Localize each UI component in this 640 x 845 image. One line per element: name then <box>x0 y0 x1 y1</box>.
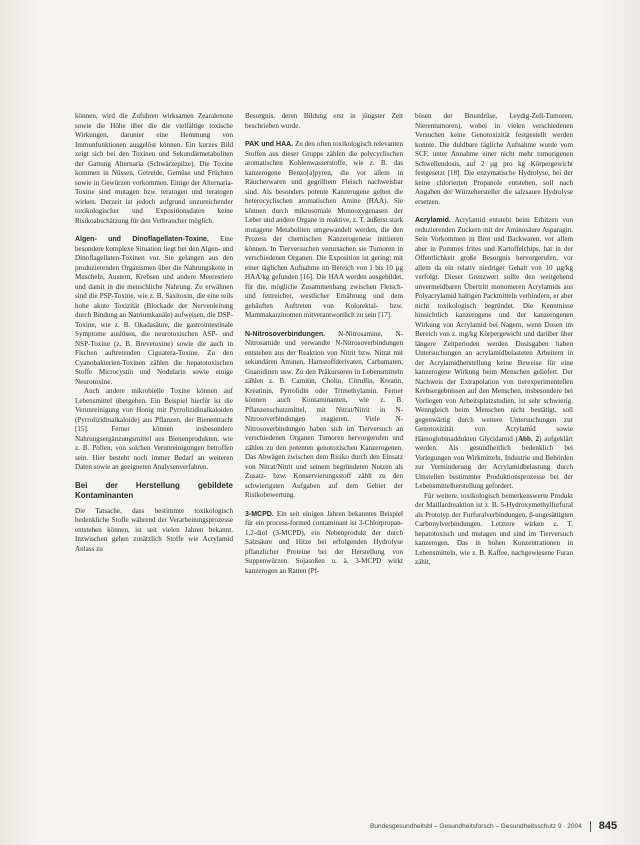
paragraph-text: Acrylamid entsteht beim Erhitzen von reduzierenden Zuckern mit der Aminosäure Asparagin. Sein Vorkommen in Brot und Backwaren, vor allem aber in Pommes frites und Kartoffelchips, hat in der Öffentlichkeit große Besorgnis hervorgerufen, vor allem da ein relativ niedriger Gehalt von 10 µg/kg verfolgt. Dieser Grenzwert sollte den weitgehend unvermeidbaren Übertritt monomeren Acrylamids aus Polyacrylamid haltigen Packmitteln verhindern, er aber nicht toxikologisch begründet. Die Kenntnisse hinsichtlich kanzerogene und der kanzerogenen Wirkung von Acrylamid bei Nagern, wenn Dosen im Bereich von z. mg/kg Körpergewicht und darüber über längere Zeitperioden werden Dosisgaben haben Untersuchungen an acrylamidbelasteten Arbeitern in der Acrylamidherstellung keine Beweise für eine kanzerogene Wirkung beim Menschen geliefert. Der Nachweis der Extrapolation von tierexperimentellen Krebsergebnissen auf den Menschen, insbesondere bei Vorliegen von Arbeitsplatzstudien, ist sehr schwierig. Wenngleich beim Menschen nicht bestätigt, soll gegenwärtig durch weitere Untersuchungen zur Genotoxizität von Acrylamid sowie Hämoglobinaddukten Glycidamid ( <box>415 216 573 443</box>
paragraph <box>415 492 573 568</box>
inline-heading: 3-MCPD. <box>245 510 274 518</box>
paragraph-text: Eine besondere komplexe Situation liegt bei den Algen- und Dinoflagellaten-Toxinen vor. Sie gelangen aus den produzierenden Organismen über die Nahrungskette in Muscheln, Austern, Krebsen und andere Meerestiere und damit in die menschliche Nahrung. Zu erwähnen sind die PSP-Toxine, wie z. B. Saxitoxin, die eine teils hohe akute Toxizität (Blockade der Nervenleitung durch Bindung an Natriumkanäle) aufweisen, die DSP-Toxine, wie z. B. Okadasäure, die gastrointestinale Symptome auslösen, die neurotoxischen ASP- und NSP-Toxine (z. B. Brevetoxine) sowie die auch in Fischen auftretenden Ciguatera-Toxine. Zu den Cyanobakterien-Toxinen zählen die hepatotoxischen Stoffe Microcystin und Nodularin sowie einige Neurotoxine. <box>75 235 233 386</box>
paragraph <box>415 112 573 207</box>
paragraph <box>245 510 403 577</box>
paragraph-text: Besorgnis, deren Bildung erst in jüngster Zeit beschrieben wurde. <box>245 112 403 130</box>
figure-reference-link[interactable]: Abb. 2 <box>517 434 540 443</box>
column-1 <box>75 112 233 817</box>
section-heading: Bei der Herstellung gebildete Kontaminanten <box>75 480 233 500</box>
paragraph-text: Auch andere mikrobielle Toxine können auf Lebensmittel übergehen. Ein Beispiel hierfür ist die Verunreinigung von Honig mit Pyrrolizidinalkaloiden (Pyrrolizidinalkaloide) aus Pflanzen, der Bienentracht [15]. Ferner können insbesondere Nahrungsergänzungsmittel aus Bienenprodukten, wie z. B. Pollen, von solchen Verunreinigungen betroffen sein. Hier besteht noch immer Bedarf an weiteren Daten sowie an geeigneten Analysenverfahren. <box>75 387 233 471</box>
paragraph-text: Die Tatsache, dass bestimmte toxikologisch bedenkliche Stoffe während der Verarbeitungsprozesse entstehen können, ist seit vielen Jahren bekannt. Inzwischen gehen zusätzlich Stoffe wie Acrylamid Anlass zu <box>75 506 233 553</box>
page-number: 845 <box>598 820 618 832</box>
paragraph <box>75 235 233 387</box>
inline-heading: N-Nitrosoverbindungen. <box>245 330 326 338</box>
paragraph-text: N-Nitrosamine, N-Nitrosamide und verwandte N-Nitrosoverbindungen entstehen aus der Reaktion von Nitrit bzw. Nitrat mit sekundären Aminen, Harnstoffderivaten, Carbamaten, Guanidinen usw. Zu den Präkursoren in Lebensmitteln zählen z. B. Carnitin, Cholin, Citrullin, Kreatin, Kreatinin, Pyrrolidin oder Trimethylamin. Ferner können auch Kontaminanten, wie z. B. Pflanzenschutzmittel, mit Nitrat/Nitrit in N-Nitrosoverbindungen reagieren. Viele N-Nitrosoverbindungen haben sich im Tierversuch an verschiedenen Organen Tumoren hervorgerufen und zählen zu den potenten genotoxischen Kanzerogenen. Das Abwägen zwischen dem Risiko durch den Einsatz von Nitrat/Nitrit und seinem begründeten Nutzen als Zusatz- bzw. Konservierungsstoff zählt zu den schwierigsten Aufgaben auf dem Gebiet der Risikobewertung. <box>245 329 403 499</box>
page-footer <box>370 820 617 832</box>
paragraph <box>75 112 233 226</box>
paragraph <box>245 112 403 131</box>
article-body <box>75 112 575 817</box>
paragraph-text: ) aufgeklärt werden. Als gesundheitlich bedenklich bei Vorlegungen von Wirkmitteln, Industrie und Behörden zur Verminderung der Acrylamidbelastung durch Umstellen bestimmter Produktionsprozesse bei der Lebensmittelherstellung gefordert. <box>415 434 573 490</box>
inline-heading: Acrylamid. <box>415 217 451 224</box>
paragraph-text: Zu den often toxikologisch relevanten Stoffen aus dieser Gruppe zählen die polycyclischen aromatischen Kohlenwasserstoffe, wie z. B. das kanzerogene Benzo[a]pyren, die vor allem in Räucherwaren und gegrilltem Fleisch nachweisbar sind. Als besonders potente Kanzerogene gelten die heterocyclischen aromatischen Amine (HAA). Sie können durch mikrosomale Monooxygenasen der Leber und andere Organe in reaktive, z. T. äußerst stark mutagene Metaboliten umgewandelt werden, die den Prozess der chemischen Kanzerogenese initiieren können. In Tierversuchen verursachen sie Tumoren in verschiedenen Organen. Die Exposition ist gering; mit einer täglichen Aufnahme im Bereich von 1 bis 10 µg HAA/kg gefunden [16]. Die HAA werden ausgebildet, für die, mögliche Zusammenhang zwischen Fleisch- und fettreicher, westlicher Ernährung und dem gehäuften Auftreten von Kolorektal- bzw. Mammakarzinomen mitverantwortlich zu sein [17]. <box>245 140 403 319</box>
column-2 <box>245 112 403 817</box>
footer-divider <box>590 821 591 832</box>
paragraph <box>245 140 403 321</box>
paragraph-text: bösen der Brustdrüse, Leydig-Zell-Tumoren, Nierentumoren), wobei in vielen verschiedenen Versuchen keine Genotoxizität festgestellt werden konnte. Die duldbare tägliche Aufnahme wurde vom SCF, unter Annahme einer nicht mehr tumorigenen Schwellendosis, auf 2 µg pro kg Körpergewicht festgesetzt [18]. Die enzymatische Hydrolyse, bei der keine chlorierten Propanole entstehen, soll nach Angaben der Würzehersteller die salzsaure Hydrolyse ersetzen. <box>415 112 573 206</box>
inline-heading: PAK und HAA. <box>245 141 294 148</box>
journal-citation: Bundesgesundheitsbl – Gesundheitsforsch – Gesundheitsschutz 9 · 2004 <box>370 822 582 830</box>
paragraph-text: Für weitere, toxikologisch bemerkenswerte Produkt der Maillardreaktion ist z. B. 5-Hydroxymethylfurfural als Prototyp der Furfuralverbindungen, β-ungesättigten Carbonylverbindungen. Letztere wirken z. T. hepatotoxisch und mutagen und sind im Tierversuch kanzerogen. Das in hohen Konzentrationen in Lebensmitteln, wie z. B. Kaffee, nachgewiesene Furan zählt, <box>415 491 573 566</box>
paragraph-text: können, wird die Zufuhren wirksamen Zearalenone sowie die Höhe über die die vielfältige toxische Wirkungen, darunter eine Hemmung von Immunfunktionen ausgelöst können. Ein kurzes Bild zeigt sich bei den Toxinen und Sekundärmetaboliten der Gattung Alternaria (Schwärzepilze). Die Toxine kommen in Nüssen, Getreide, Gemüse und Früchten sowie in Gewürzen vorkommen. Einige der Alternaria-Toxine sind mutagen bzw. teratogen und teratogen wirken. Derzeit ist jedoch aufgrund unzureichender toxikologischer und Expositionsdaten keine Risikoabschätzung für den Verbraucher möglich. <box>75 112 233 225</box>
paragraph-text: Ein seit einigen Jahren bekanntes Beispiel für ein process-formed contaminant ist 3-Chlorpropan-1,2-diol (3-MCPD), ein Nebenprodukt der durch Salzsäure und Hitze bei erfolgenden Hydrolyse pflanzlicher Proteine bei der Herstellung von Suppenwürzen. Sojasoßen u. ä. 3-MCPD wirkt kanzerogen an Ratten (Pf- <box>245 509 403 575</box>
paragraph <box>415 216 573 492</box>
inline-heading: Algen- und Dinoflagellaten-Toxine. <box>75 236 209 243</box>
column-3 <box>415 112 573 817</box>
paragraph <box>75 507 233 555</box>
paragraph <box>245 330 403 501</box>
paragraph <box>75 387 233 473</box>
